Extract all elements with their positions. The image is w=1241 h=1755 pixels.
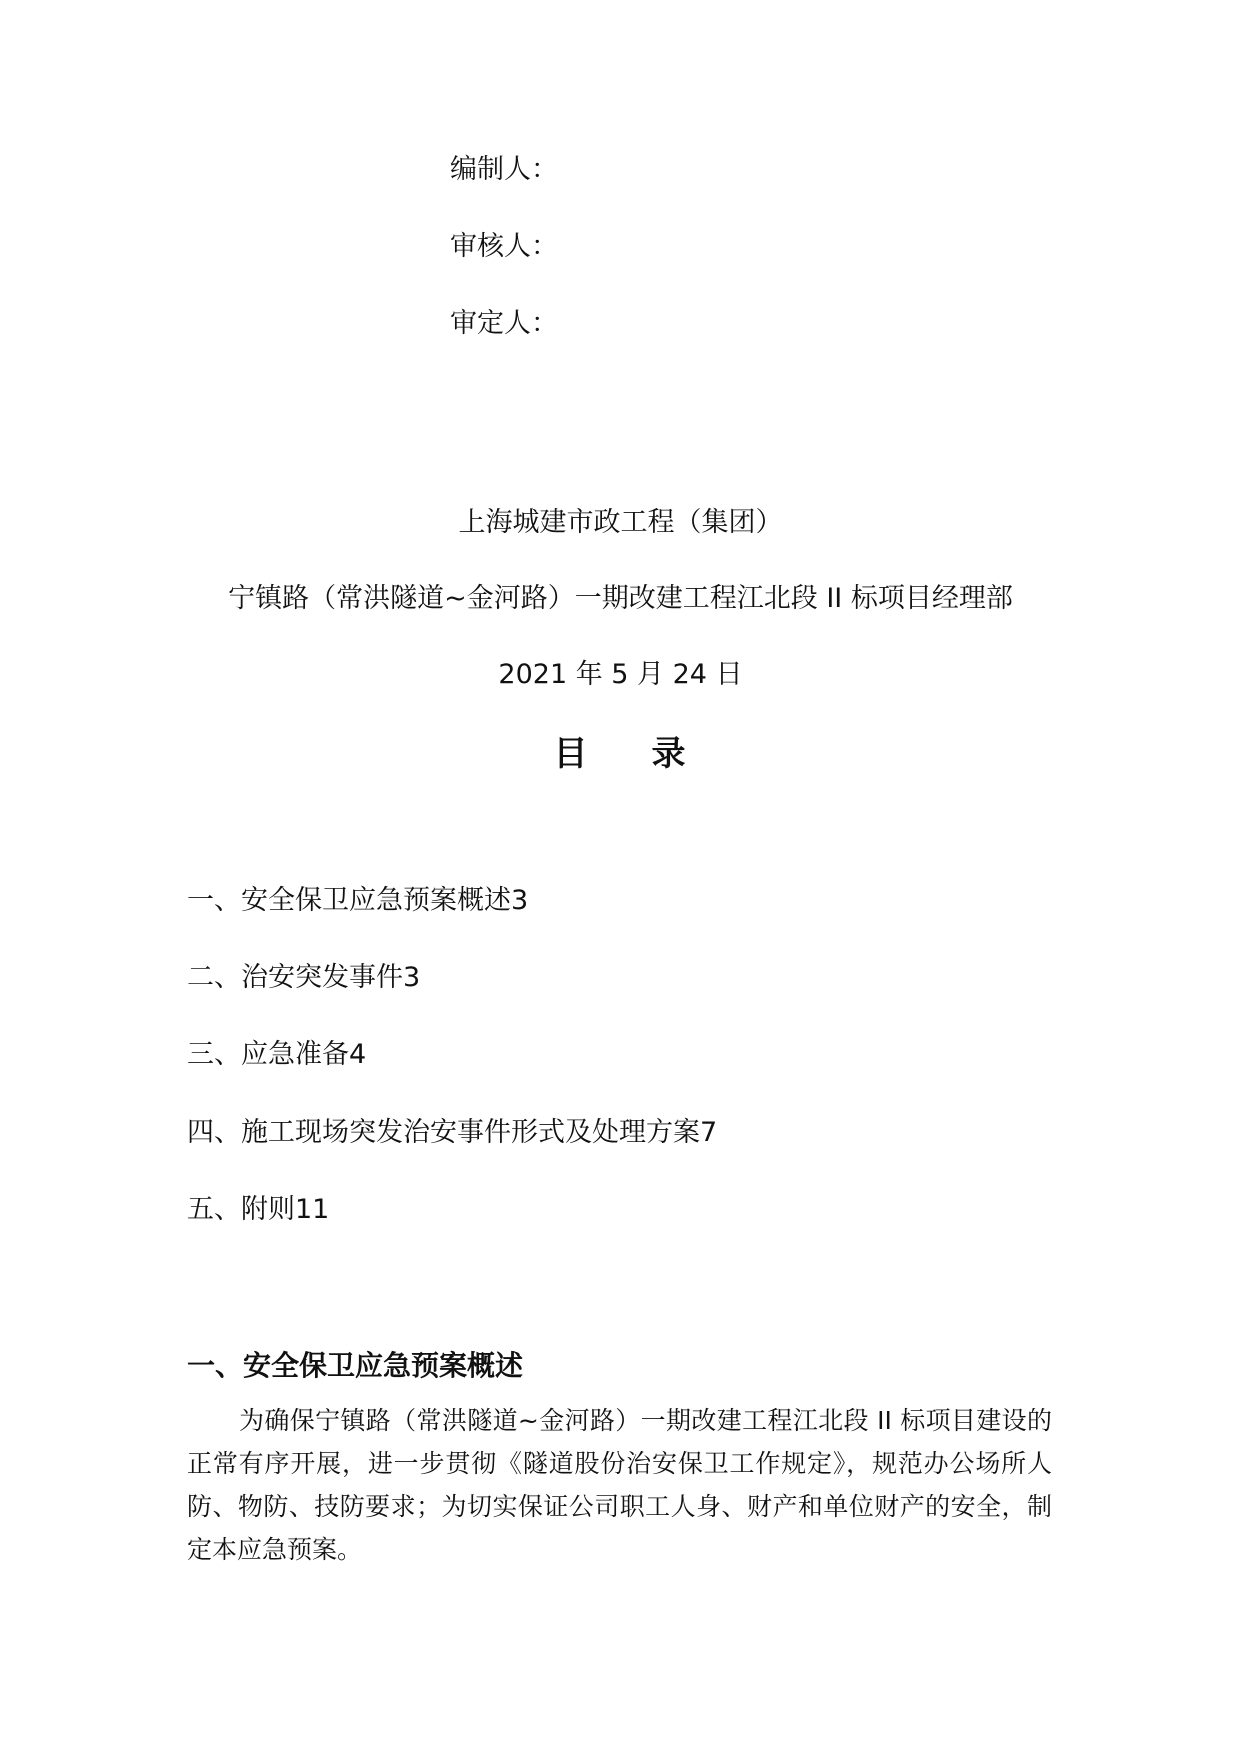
toc-item-label: 二、治安突发事件 bbox=[187, 962, 403, 993]
toc-item-page: 4 bbox=[349, 1039, 367, 1070]
toc-item-page: 3 bbox=[511, 885, 529, 916]
toc-item-page: 3 bbox=[403, 962, 421, 993]
toc-item[interactable] bbox=[187, 960, 420, 996]
toc-item[interactable] bbox=[187, 883, 528, 919]
toc-item[interactable] bbox=[187, 1115, 717, 1151]
section-heading: 一、安全保卫应急预案概述 bbox=[187, 1349, 524, 1382]
compiler-label: 编制人： bbox=[450, 154, 558, 185]
project-department: 宁镇路（常洪隧道~金河路）一期改建工程江北段 II 标项目经理部 bbox=[228, 583, 1013, 614]
reviewer-label: 审核人： bbox=[450, 231, 558, 262]
toc-item-label: 四、施工现场突发治安事件形式及处理方案 bbox=[187, 1117, 700, 1148]
company-name: 上海城建市政工程（集团） bbox=[458, 507, 783, 538]
toc-title bbox=[0, 736, 1241, 772]
toc-item-label: 三、应急准备 bbox=[187, 1039, 349, 1070]
toc-item[interactable] bbox=[187, 1037, 366, 1073]
document-date: 2021 年 5 月 24 日 bbox=[498, 659, 743, 690]
toc-title-part2: 录 bbox=[651, 734, 688, 774]
toc-item[interactable] bbox=[187, 1192, 329, 1228]
approver-label: 审定人： bbox=[450, 308, 558, 339]
section-paragraph: 为确保宁镇路（常洪隧道~金河路）一期改建工程江北段 II 标项目建设的正常有序开展，进一步贯彻《隧道股份治安保卫工作规定》，规范办公场所人防、物防、技防要求；为切实保证公司职工人身、财产和单位财产的安全，制定本应急预案。 bbox=[187, 1406, 1052, 1564]
toc-item-label: 一、安全保卫应急预案概述 bbox=[187, 885, 511, 916]
toc-title-part1: 目 bbox=[553, 734, 590, 774]
toc-item-page: 7 bbox=[700, 1117, 718, 1148]
toc-item-page: 11 bbox=[295, 1194, 330, 1225]
toc-item-label: 五、附则 bbox=[187, 1194, 295, 1225]
